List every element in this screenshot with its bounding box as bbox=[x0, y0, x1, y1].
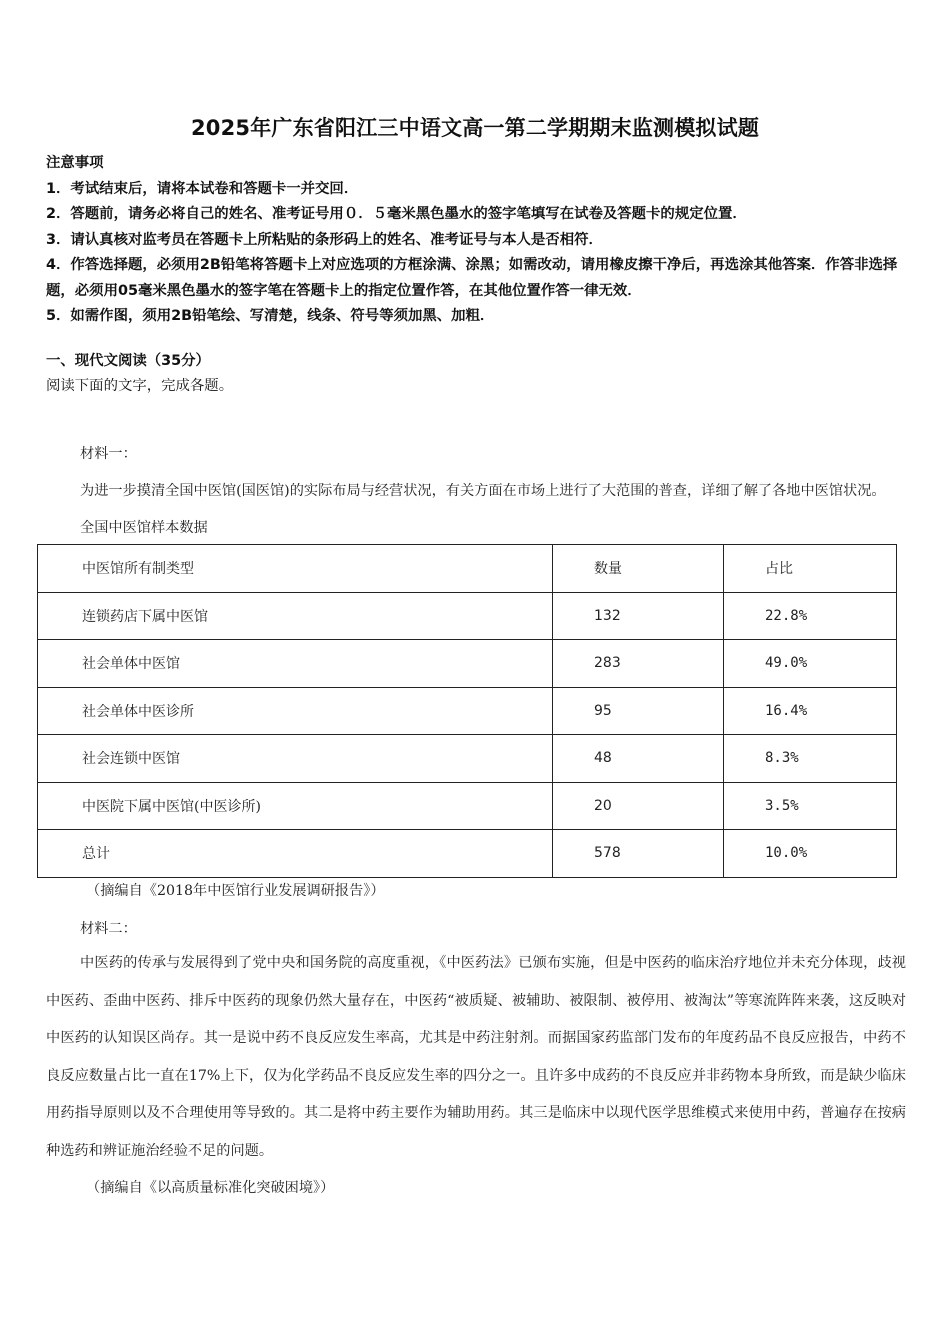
table-cell-ratio: 10.0% bbox=[724, 830, 897, 878]
material-one-text: 为进一步摸清全国中医馆(国医馆)的实际布局与经营状况，有关方面在市场上进行了大范围的普查，详细了解了各地中医馆状况。 bbox=[80, 483, 886, 499]
table-cell-count: 283 bbox=[553, 640, 724, 688]
notice-block bbox=[46, 151, 916, 330]
clinic-data-table bbox=[37, 544, 897, 878]
page-title: 2025年广东省阳江三中语文高一第二学期期末监测模拟试题 bbox=[190, 116, 760, 140]
section-title: 一、现代文阅读（35分） bbox=[46, 353, 210, 369]
material-two bbox=[46, 945, 906, 1208]
table-cell-type: 中医院下属中医馆(中医诊所) bbox=[38, 782, 553, 830]
table-cell-ratio: 16.4% bbox=[724, 687, 897, 735]
notice-heading: 注意事项 bbox=[46, 155, 104, 171]
table-cell-count: 95 bbox=[553, 687, 724, 735]
table-row bbox=[38, 782, 897, 830]
table-row bbox=[38, 830, 897, 878]
table-header-row bbox=[38, 545, 897, 593]
table-cell-type: 社会连锁中医馆 bbox=[38, 735, 553, 783]
section-instruction: 阅读下面的文字，完成各题。 bbox=[46, 378, 234, 394]
notice-item-1: 1．考试结束后，请将本试卷和答题卡一并交回． bbox=[46, 180, 359, 197]
table-cell-ratio: 8.3% bbox=[724, 735, 897, 783]
notice-item-2: 2．答题前，请务必将自己的姓名、准考证号用０．５毫米黑色墨水的签字笔填写在试卷及答题卡的规定位置． bbox=[46, 206, 747, 222]
material-one-source: （摘编自《2018年中医馆行业发展调研报告》） bbox=[86, 883, 385, 899]
table-header-cell: 占比 bbox=[724, 545, 897, 593]
table-row bbox=[38, 735, 897, 783]
table-cell-ratio: 49.0% bbox=[724, 640, 897, 688]
notice-item-5: 5．如需作图，须用2B铅笔绘、写清楚，线条、符号等须加黑、加粗． bbox=[46, 308, 495, 324]
table-row bbox=[38, 592, 897, 640]
reading-section bbox=[46, 349, 916, 399]
table-row bbox=[38, 687, 897, 735]
material-two-source: （摘编自《以高质量标准化突破困境》） bbox=[86, 1180, 335, 1196]
table-caption: 全国中医馆样本数据 bbox=[80, 520, 208, 536]
material-one bbox=[46, 436, 906, 547]
table-cell-type: 社会单体中医诊所 bbox=[38, 687, 553, 735]
table-cell-type: 总计 bbox=[38, 830, 553, 878]
table-header-cell: 数量 bbox=[553, 545, 724, 593]
table-cell-count: 132 bbox=[553, 592, 724, 640]
material-two-text: 中医药的传承与发展得到了党中央和国务院的高度重视，《中医药法》已颁布实施，但是中医药的临床治疗地位并未充分体现，歧视中医药、歪曲中医药、排斥中医药的现象仍然大量存在，中医药“被质疑、被辅助、被限制、被停用、被淘汰”等寒流阵阵来袭，这反映对中医药的认知误区尚存。其一是说中药不良反应发生率高，尤其是中药注射剂。而据国家药监部门发布的年度药品不良反应报告，中药不良反应数量占比一直在17%上下，仅为化学药品不良反应发生率的四分之一。且许多中成药的不良反应并非药物本身所致，而是缺少临床用药指导原则以及不合理使用等导致的。其二是将中药主要作为辅助用药。其三是临床中以现代医学思维模式来使用中药，普遍存在按病种选药和辨证施治经验不足的问题。 bbox=[46, 955, 906, 1159]
material-two-label: 材料二： bbox=[80, 921, 137, 937]
table-row bbox=[38, 640, 897, 688]
table-cell-count: 578 bbox=[553, 830, 724, 878]
material-one-source-block bbox=[46, 876, 906, 944]
material-one-label: 材料一： bbox=[80, 446, 137, 462]
table-cell-ratio: 22.8% bbox=[724, 592, 897, 640]
table-cell-ratio: 3.5% bbox=[724, 782, 897, 830]
table-cell-count: 48 bbox=[553, 735, 724, 783]
table-header-cell: 中医馆所有制类型 bbox=[38, 545, 553, 593]
table-cell-type: 社会单体中医馆 bbox=[38, 640, 553, 688]
table-cell-count: 20 bbox=[553, 782, 724, 830]
notice-item-3: 3．请认真核对监考员在答题卡上所粘贴的条形码上的姓名、准考证号与本人是否相符． bbox=[46, 231, 603, 248]
notice-item-4: 4．作答选择题，必须用2B铅笔将答题卡上对应选项的方框涂满、涂黑；如需改动，请用橡皮擦干净后，再选涂其他答案．作答非选择题，必须用05毫米黑色墨水的签字笔在答题卡上的指定位置作答，在其他位置作答一律无效． bbox=[46, 257, 898, 299]
table-cell-type: 连锁药店下属中医馆 bbox=[38, 592, 553, 640]
